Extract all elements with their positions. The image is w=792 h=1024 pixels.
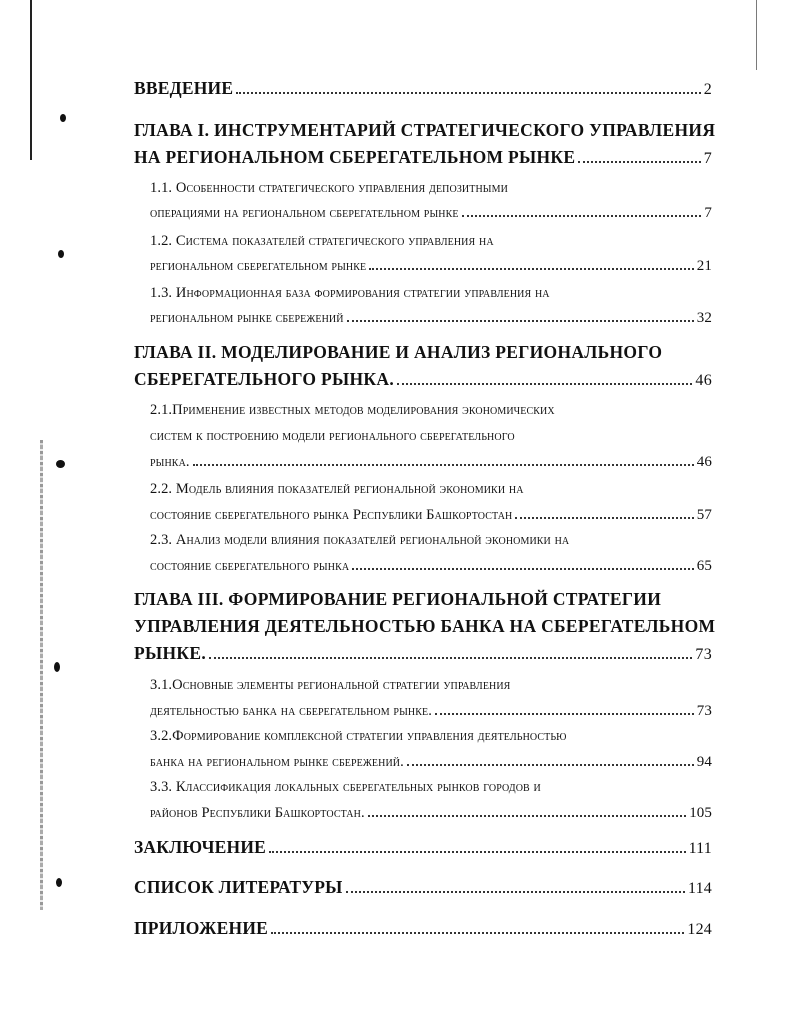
toc-page-number: 73 — [695, 646, 712, 663]
chapter-2-title[interactable]: ГЛАВА II. МОДЕЛИРОВАНИЕ И АНАЛИЗ РЕГИОНАЛЬНОГО — [134, 342, 663, 362]
toc-page-number: 32 — [696, 310, 712, 326]
toc-page-number: 124 — [687, 921, 712, 938]
toc-entry-section-1-1[interactable] — [150, 205, 712, 222]
toc-entry-label: СБЕРЕГАТЕЛЬНОГО РЫНКА. — [134, 369, 394, 389]
chapter-1-title[interactable]: ГЛАВА I. ИНСТРУМЕНТАРИЙ СТРАТЕГИЧЕСКОГО УПРАВЛЕНИЯ — [134, 120, 716, 140]
toc-entry-label: ЗАКЛЮЧЕНИЕ — [134, 837, 267, 857]
toc-entry-section-3-3[interactable] — [150, 805, 712, 822]
toc-entry-label: РЫНКЕ. — [134, 643, 207, 663]
toc-entry-label: состояние сберегательного рынка Республики Башкортостан — [150, 507, 513, 523]
chapter-3-title[interactable]: ГЛАВА III. ФОРМИРОВАНИЕ РЕГИОНАЛЬНОЙ СТРАТЕГИИ — [134, 589, 662, 609]
section-2-1-title[interactable]: 2.1.Применение известных методов моделирования экономических — [150, 402, 555, 418]
toc-entry-label: СПИСОК ЛИТЕРАТУРЫ — [134, 877, 343, 897]
dot-leader — [352, 568, 694, 570]
toc-entry-chapter-2[interactable] — [134, 369, 712, 390]
dot-leader — [397, 383, 692, 385]
toc-page-number: 46 — [696, 454, 712, 470]
section-3-2-title[interactable]: 3.2.Формирование комплексной стратегии управления деятельностью — [150, 728, 567, 744]
chapter-3-title-cont[interactable]: УПРАВЛЕНИЯ ДЕЯТЕЛЬНОСТЬЮ БАНКА НА СБЕРЕГАТЕЛЬНОМ — [134, 616, 716, 636]
dot-leader — [435, 713, 694, 715]
toc-entry-section-1-2[interactable] — [150, 258, 712, 275]
dot-leader — [407, 764, 694, 766]
dot-leader — [193, 464, 694, 466]
section-1-3-title[interactable]: 1.3. Информационная база формирования стратегии управления на — [150, 285, 550, 301]
toc-entry-references[interactable] — [134, 877, 712, 898]
toc-entry-section-2-2[interactable] — [150, 507, 712, 524]
toc-entry-label: состояние сберегательного рынка — [150, 558, 350, 574]
dot-leader — [578, 161, 700, 163]
toc-entry-chapter-3[interactable] — [134, 643, 712, 664]
toc-entry-label: региональном сберегательном рынке — [150, 258, 367, 274]
toc-page-number: 21 — [696, 258, 712, 274]
toc-entry-label: ПРИЛОЖЕНИЕ — [134, 918, 269, 938]
toc-entry-section-3-1[interactable] — [150, 703, 712, 720]
dot-leader — [236, 92, 701, 94]
dot-leader — [369, 268, 694, 270]
toc-entry-conclusion[interactable] — [134, 837, 712, 858]
dot-leader — [462, 215, 702, 217]
section-2-1-title-cont[interactable]: систем к построению модели регионального сберегательного — [150, 428, 515, 444]
toc-page-number: 94 — [696, 754, 712, 770]
dot-leader — [271, 932, 684, 934]
toc-page-number: 46 — [695, 372, 712, 389]
toc-entry-section-2-1[interactable] — [150, 454, 712, 471]
section-1-2-title[interactable]: 1.2. Система показателей стратегического управления на — [150, 233, 494, 249]
toc-entry-label: региональном рынке сбережений — [150, 310, 344, 326]
section-2-2-title[interactable]: 2.2. Модель влияния показателей региональной экономики на — [150, 481, 524, 497]
section-2-3-title[interactable]: 2.3. Анализ модели влияния показателей региональной экономики на — [150, 532, 570, 548]
toc-entry-section-1-3[interactable] — [150, 310, 712, 327]
toc-entry-appendix[interactable] — [134, 918, 712, 939]
toc-page-number: 105 — [689, 805, 712, 821]
toc-entry-section-3-2[interactable] — [150, 754, 712, 771]
toc-entry-chapter-1[interactable] — [134, 147, 712, 168]
toc-entry-section-2-3[interactable] — [150, 558, 712, 575]
toc-entry-label: рынка. — [150, 454, 190, 470]
toc-entry-label: ВВЕДЕНИЕ — [134, 78, 234, 98]
toc-entry-label: операциями на региональном сберегательном рынке — [150, 205, 459, 221]
toc-page-number: 57 — [696, 507, 712, 523]
dot-leader — [269, 851, 686, 853]
toc-page-number: 111 — [688, 840, 712, 857]
toc-entry-label: деятельностью банка на сберегательном рынке. — [150, 703, 432, 719]
section-1-1-title[interactable]: 1.1. Особенности стратегического управления депозитными — [150, 180, 508, 196]
dot-leader — [346, 891, 685, 893]
toc-page-number: 73 — [696, 703, 712, 719]
toc-page-number: 2 — [703, 81, 712, 98]
dot-leader — [515, 517, 693, 519]
toc-entry-label: банка на региональном рынке сбережений. — [150, 754, 404, 770]
toc-page-number: 7 — [704, 205, 712, 221]
section-3-1-title[interactable]: 3.1.Основные элементы региональной стратегии управления — [150, 677, 511, 693]
toc-entry-intro[interactable] — [134, 78, 712, 99]
toc-page-number: 65 — [696, 558, 712, 574]
toc-page-number: 114 — [687, 880, 712, 897]
toc-page-number: 7 — [703, 150, 712, 167]
dot-leader — [347, 320, 694, 322]
dot-leader — [209, 657, 692, 659]
dot-leader — [368, 815, 687, 817]
toc-entry-label: районов Республики Башкортостан. — [150, 805, 365, 821]
toc-entry-label: НА РЕГИОНАЛЬНОМ СБЕРЕГАТЕЛЬНОМ РЫНКЕ — [134, 147, 576, 167]
section-3-3-title[interactable]: 3.3. Классификация локальных сберегательных рынков городов и — [150, 779, 541, 795]
